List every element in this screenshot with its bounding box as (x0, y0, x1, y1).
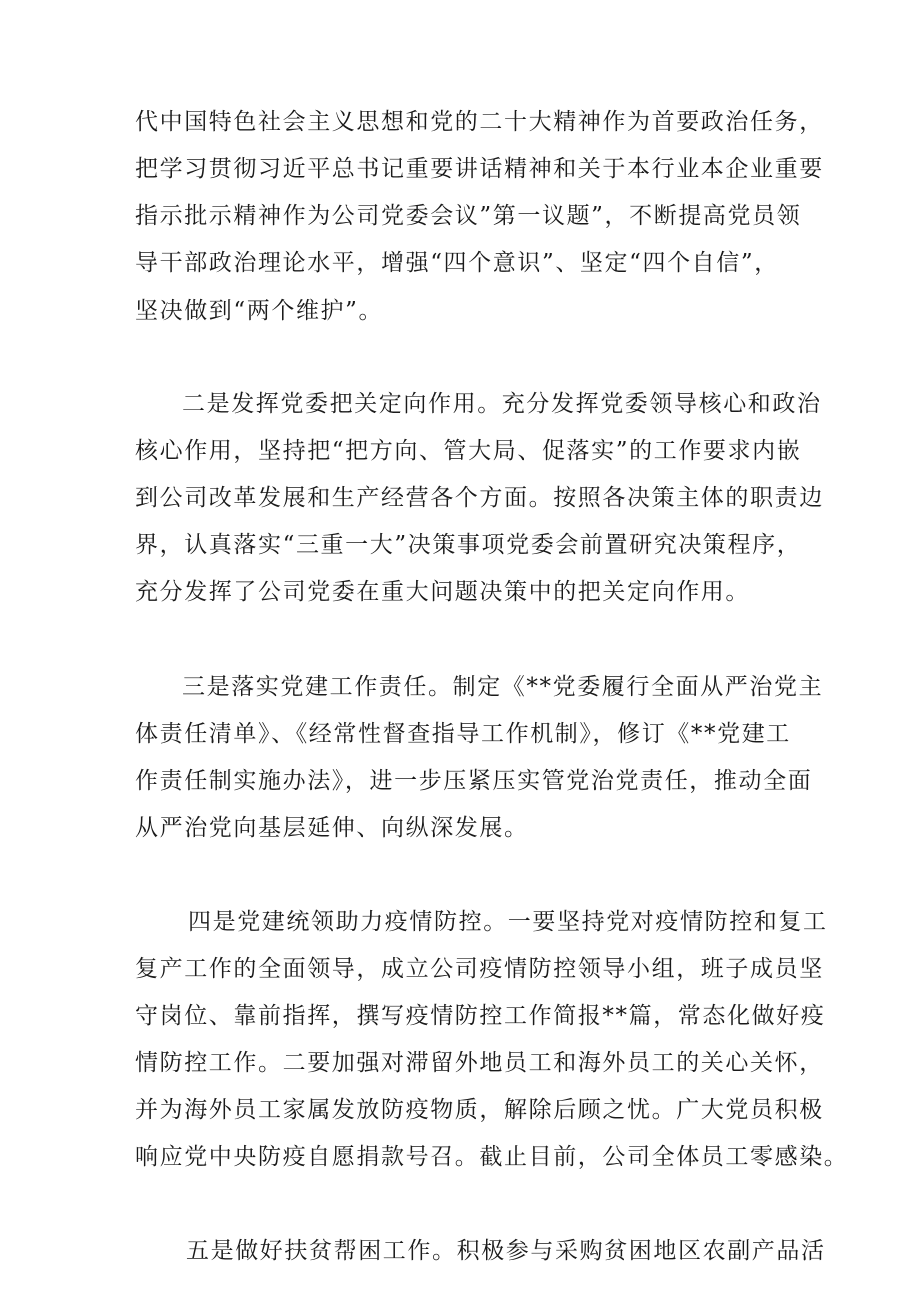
text-line: 把学习贯彻习近平总书记重要讲话精神和关于本行业本企业重要 (135, 156, 824, 182)
text-line: 指示批示精神作为公司党委会议”第一议题”，不断提高党员领 (135, 203, 802, 229)
text-line: 五是做好扶贫帮困工作。积极参与采购贫困地区农副产品活 (186, 1238, 826, 1264)
text-line: 体责任清单》、《经常性督查指导工作机制》，修订《**党建工 (135, 721, 791, 747)
text-line: 并为海外员工家属发放防疫物质，解除后顾之忧。广大党员积极 (135, 1097, 824, 1123)
text-line: 三是落实党建工作责任。制定《**党委履行全面从严治党主 (182, 674, 824, 700)
text-line: 导干部政治理论水平，增强“四个意识”、坚定“四个自信”， (135, 250, 779, 276)
text-line: 到公司改革发展和生产经营各个方面。按照各决策主体的职责边 (135, 485, 824, 511)
text-line: 核心作用，坚持把“把方向、管大局、促落实”的工作要求内嵌 (135, 438, 802, 464)
text-line: 作责任制实施办法》，进一步压紧压实管党治党责任，推动全面 (135, 768, 813, 794)
text-line: 守岗位、靠前指挥，撰写疫情防控工作简报**篇，常态化做好疫 (135, 1003, 826, 1029)
text-line: 情防控工作。二要加强对滞留外地员工和海外员工的关心关怀， (135, 1050, 824, 1076)
text-line: 从严治党向基层延伸、向纵深发展。 (135, 815, 529, 841)
text-line: 二是发挥党委把关定向作用。充分发挥党委领导核心和政治 (182, 391, 822, 417)
text-line: 界，认真落实“三重一大”决策事项党委会前置研究决策程序， (135, 532, 802, 558)
text-line: 代中国特色社会主义思想和党的二十大精神作为首要政治任务， (135, 109, 824, 135)
text-line: 充分发挥了公司党委在重大问题决策中的把关定向作用。 (135, 579, 750, 605)
text-line: 响应党中央防疫自愿捐款号召。截止目前，公司全体员工零感染。 (135, 1144, 849, 1170)
text-line: 四是党建统领助力疫情防控。一要坚持党对疫情防控和复工 (188, 909, 828, 935)
text-line: 复产工作的全面领导，成立公司疫情防控领导小组，班子成员坚 (135, 956, 824, 982)
text-line: 坚决做到“两个维护”。 (135, 298, 384, 324)
